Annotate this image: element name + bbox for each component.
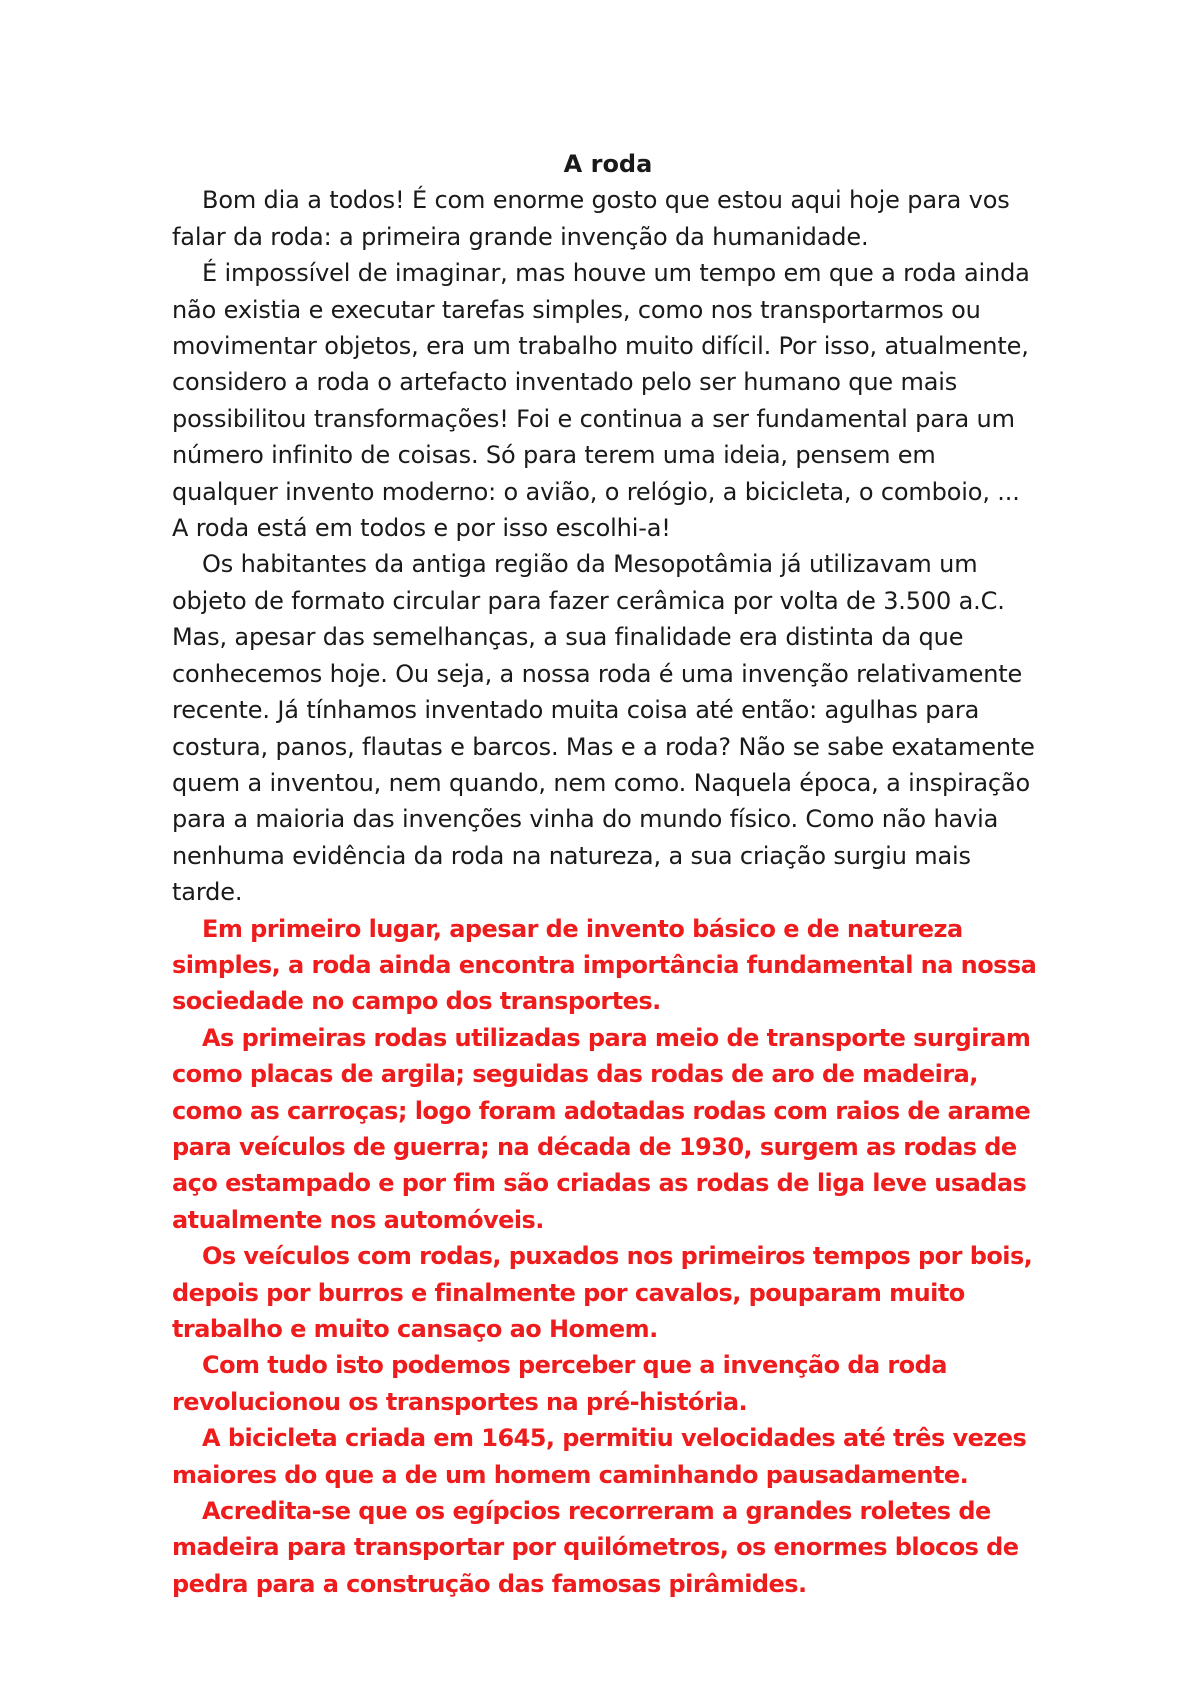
paragraph-first-wheels: As primeiras rodas utilizadas para meio de transporte surgiram como placas de argila; seguidas das rodas de aro de madeira, como as carroças; logo foram adotadas rodas com raios de arame para veículos de guerra; na década de 1930, surgem as rodas de aço estampado e por fim são criadas as rodas de liga leve usadas atualmente nos automóveis. bbox=[172, 1023, 1031, 1234]
paragraph-history: Os habitantes da antiga região da Mesopotâmia já utilizavam um objeto de formato circular para fazer cerâmica por volta de 3.500 a.C. Mas, apesar das semelhanças, a sua finalidade era distinta da que conhecemos hoje. Ou seja, a nossa roda é uma invenção relativamente recente. Já tínhamos inventado muita coisa até então: agulhas para costura, panos, flautas e barcos. Mas e a roda? Não se sabe exatamente quem a inventou, nem quando, nem como. Naquela época, a inspiração para a maioria das invenções vinha do mundo físico. Como não havia nenhuma evidência da roda na natureza, a sua criação surgiu mais tarde. bbox=[172, 550, 1035, 907]
paragraph-egyptians: Acredita-se que os egípcios recorreram a grandes roletes de madeira para transportar por quilómetros, os enormes blocos de pedra para a construção das famosas pirâmides. bbox=[172, 1497, 1019, 1598]
document-body bbox=[172, 146, 1040, 1602]
paragraph-transport-importance: Em primeiro lugar, apesar de invento básico e de natureza simples, a roda ainda encontra importância fundamental na nossa sociedade no campo dos transportes. bbox=[172, 914, 1037, 1016]
paragraph-intro: Bom dia a todos! É com enorme gosto que estou aqui hoje para vos falar da roda: a primeira grande invenção da humanidade. bbox=[172, 186, 1010, 251]
paragraph-importance: É impossível de imaginar, mas houve um tempo em que a roda ainda não existia e executar tarefas simples, como nos transportarmos ou movimentar objetos, era um trabalho muito difícil. Por isso, atualmente, considero a roda o artefacto inventado pelo ser humano que mais possibilitou transformações! Foi e continua a ser fundamental para um número infinito de coisas. Só para terem uma ideia, pensem em qualquer invento moderno: o avião, o relógio, a bicicleta, o comboio, ... A roda está em todos e por isso escolhi-a! bbox=[172, 259, 1030, 543]
document-title: A roda bbox=[563, 150, 653, 178]
paragraph-bicycle: A bicicleta criada em 1645, permitiu velocidades até três vezes maiores do que a de um homem caminhando pausadamente. bbox=[172, 1424, 1027, 1489]
paragraph-revolution: Com tudo isto podemos perceber que a invenção da roda revolucionou os transportes na pré-história. bbox=[172, 1351, 947, 1416]
paragraph-vehicles: Os veículos com rodas, puxados nos primeiros tempos por bois, depois por burros e finalmente por cavalos, pouparam muito trabalho e muito cansaço ao Homem. bbox=[172, 1242, 1033, 1343]
